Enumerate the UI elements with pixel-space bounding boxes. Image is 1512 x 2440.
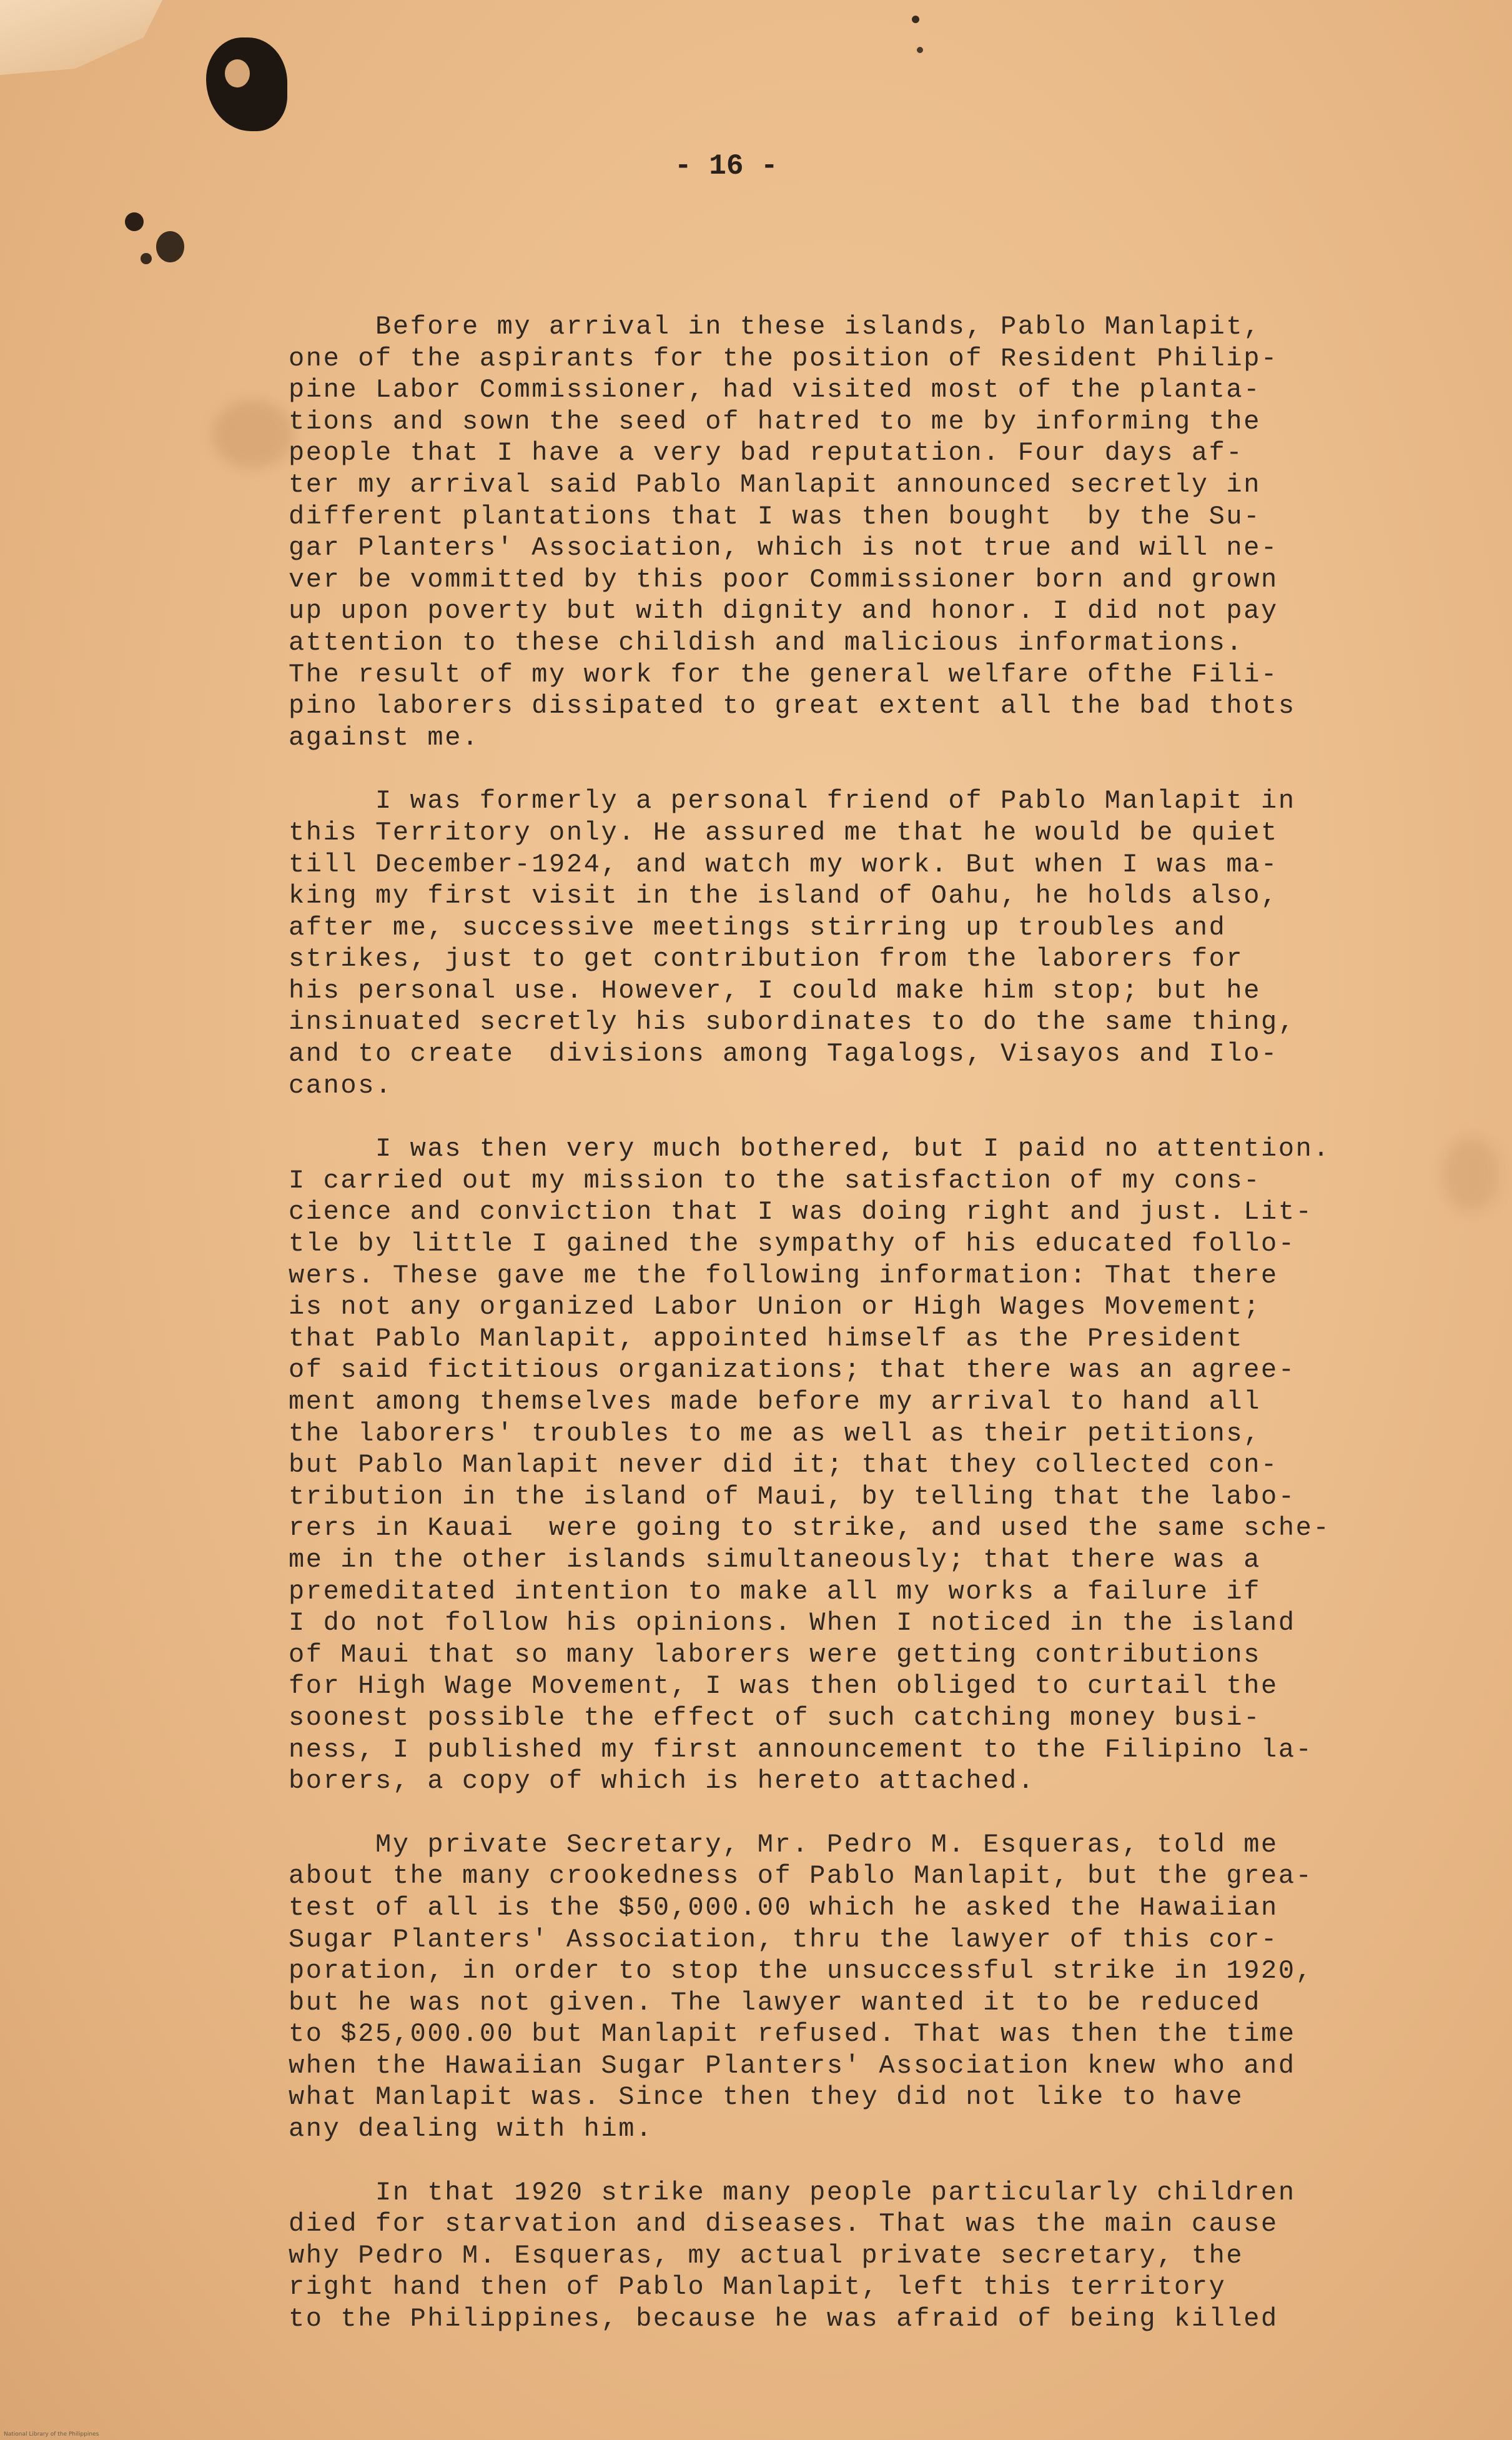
text-line: strikes, just to get contribution from the laborers for bbox=[289, 944, 1244, 975]
text-line: when the Hawaiian Sugar Planters' Association knew who and bbox=[289, 2050, 1296, 2081]
text-line: for High Wage Movement, I was then obliged to curtail the bbox=[289, 1671, 1278, 1702]
text-line: attention to these childish and malicious informations. bbox=[289, 627, 1244, 658]
text-line: canos. bbox=[289, 1070, 393, 1101]
letter-body bbox=[289, 311, 1413, 2367]
paragraph bbox=[289, 1133, 1413, 1797]
text-line: right hand then of Pablo Manlapit, left this territory bbox=[289, 2272, 1227, 2303]
text-line: what Manlapit was. Since then they did not like to have bbox=[289, 2082, 1244, 2113]
text-line: I carried out my mission to the satisfaction of my cons- bbox=[289, 1165, 1262, 1196]
paragraph bbox=[289, 2177, 1413, 2335]
ink-spot bbox=[125, 212, 144, 231]
text-line: pino laborers dissipated to great extent all the bad thots bbox=[289, 691, 1296, 722]
ink-blot-highlight bbox=[225, 59, 250, 87]
text-line: the laborers' troubles to me as well as their petitions, bbox=[289, 1418, 1262, 1449]
text-line: up upon poverty but with dignity and honor. I did not pay bbox=[289, 596, 1278, 627]
text-line: any dealing with him. bbox=[289, 2114, 653, 2145]
ink-spot bbox=[912, 16, 919, 23]
text-line: against me. bbox=[289, 722, 480, 753]
text-line: borers, a copy of which is hereto attached. bbox=[289, 1766, 1035, 1797]
text-line: ver be vommitted by this poor Commissioner born and grown bbox=[289, 564, 1278, 595]
text-line: one of the aspirants for the position of Resident Philip- bbox=[289, 343, 1278, 374]
text-line: but he was not given. The lawyer wanted it to be reduced bbox=[289, 1987, 1262, 2018]
text-line: test of all is the $50,000.00 which he asked the Hawaiian bbox=[289, 1892, 1278, 1923]
text-line: of said fictitious organizations; that there was an agree- bbox=[289, 1355, 1296, 1386]
paragraph bbox=[289, 785, 1413, 1101]
text-line: but Pablo Manlapit never did it; that they collected con- bbox=[289, 1450, 1278, 1480]
text-line: ness, I published my first announcement to the Filipino la- bbox=[289, 1734, 1313, 1765]
text-line: of Maui that so many laborers were getting contributions bbox=[289, 1639, 1262, 1670]
text-line: to the Philippines, because he was afraid of being killed bbox=[289, 2304, 1278, 2334]
text-line: till December-1924, and watch my work. But when I was ma- bbox=[289, 849, 1278, 880]
text-line: this Territory only. He assured me that he would be quiet bbox=[289, 817, 1278, 848]
text-line: died for starvation and diseases. That was the main cause bbox=[289, 2209, 1278, 2239]
text-line: insinuated secretly his subordinates to do the same thing, bbox=[289, 1007, 1296, 1038]
text-line: king my first visit in the island of Oahu, he holds also, bbox=[289, 881, 1278, 911]
text-line: poration, in order to stop the unsuccessful strike in 1920, bbox=[289, 1956, 1313, 1986]
ink-spot bbox=[141, 253, 152, 264]
text-line: cience and conviction that I was doing right and just. Lit- bbox=[289, 1197, 1313, 1227]
paper-stain bbox=[212, 400, 294, 469]
ink-spot bbox=[917, 47, 923, 53]
text-line: In that 1920 strike many people particularly children bbox=[289, 2177, 1296, 2208]
text-line: me in the other islands simultaneously; that there was a bbox=[289, 1544, 1262, 1575]
text-line: gar Planters' Association, which is not true and will ne- bbox=[289, 533, 1278, 563]
text-line: I was then very much bothered, but I paid no attention. bbox=[289, 1134, 1331, 1164]
text-line: I do not follow his opinions. When I noticed in the island bbox=[289, 1608, 1296, 1639]
text-line: My private Secretary, Mr. Pedro M. Esqueras, told me bbox=[289, 1829, 1278, 1860]
text-line: I was formerly a personal friend of Pablo Manlapit in bbox=[289, 786, 1296, 816]
text-line: tions and sown the seed of hatred to me by informing the bbox=[289, 406, 1262, 437]
text-line: about the many crookedness of Pablo Manlapit, but the grea- bbox=[289, 1861, 1313, 1892]
archive-caption: National Library of the Philippines bbox=[4, 2431, 99, 2438]
text-line: after me, successive meetings stirring up troubles and bbox=[289, 912, 1227, 943]
text-line: his personal use. However, I could make him stop; but he bbox=[289, 975, 1262, 1006]
text-line: ment among themselves made before my arrival to hand all bbox=[289, 1387, 1262, 1417]
text-line: that Pablo Manlapit, appointed himself as the President bbox=[289, 1323, 1244, 1354]
ink-blot bbox=[206, 37, 287, 131]
text-line: and to create divisions among Tagalogs, Visayos and Ilo- bbox=[289, 1039, 1278, 1069]
paper-stain bbox=[1443, 1137, 1499, 1212]
text-line: is not any organized Labor Union or High Wages Movement; bbox=[289, 1292, 1262, 1322]
text-line: The result of my work for the general welfare ofthe Fili- bbox=[289, 659, 1278, 690]
text-line: pine Labor Commissioner, had visited most of the planta- bbox=[289, 375, 1262, 405]
text-line: tle by little I gained the sympathy of his educated follo- bbox=[289, 1229, 1296, 1259]
text-line: different plantations that I was then bought by the Su- bbox=[289, 501, 1262, 532]
text-line: soonest possible the effect of such catching money busi- bbox=[289, 1702, 1262, 1733]
paragraph bbox=[289, 311, 1413, 753]
text-line: premeditated intention to make all my works a failure if bbox=[289, 1576, 1262, 1607]
text-line: people that I have a very bad reputation. Four days af- bbox=[289, 438, 1244, 469]
text-line: Sugar Planters' Association, thru the lawyer of this cor- bbox=[289, 1924, 1278, 1955]
text-line: wers. These gave me the following information: That there bbox=[289, 1260, 1278, 1291]
text-line: tribution in the island of Maui, by telling that the labo- bbox=[289, 1481, 1296, 1512]
text-line: ter my arrival said Pablo Manlapit announced secretly in bbox=[289, 469, 1262, 500]
text-line: to $25,000.00 but Manlapit refused. That was then the time bbox=[289, 2019, 1296, 2050]
page-number: - 16 - bbox=[674, 150, 778, 182]
text-line: rers in Kauai were going to strike, and used the same sche- bbox=[289, 1513, 1331, 1544]
paragraph bbox=[289, 1829, 1413, 2145]
text-line: why Pedro M. Esqueras, my actual private secretary, the bbox=[289, 2240, 1244, 2271]
text-line: Before my arrival in these islands, Pablo Manlapit, bbox=[289, 312, 1262, 342]
ink-spot bbox=[156, 231, 184, 262]
folded-corner bbox=[0, 0, 187, 75]
